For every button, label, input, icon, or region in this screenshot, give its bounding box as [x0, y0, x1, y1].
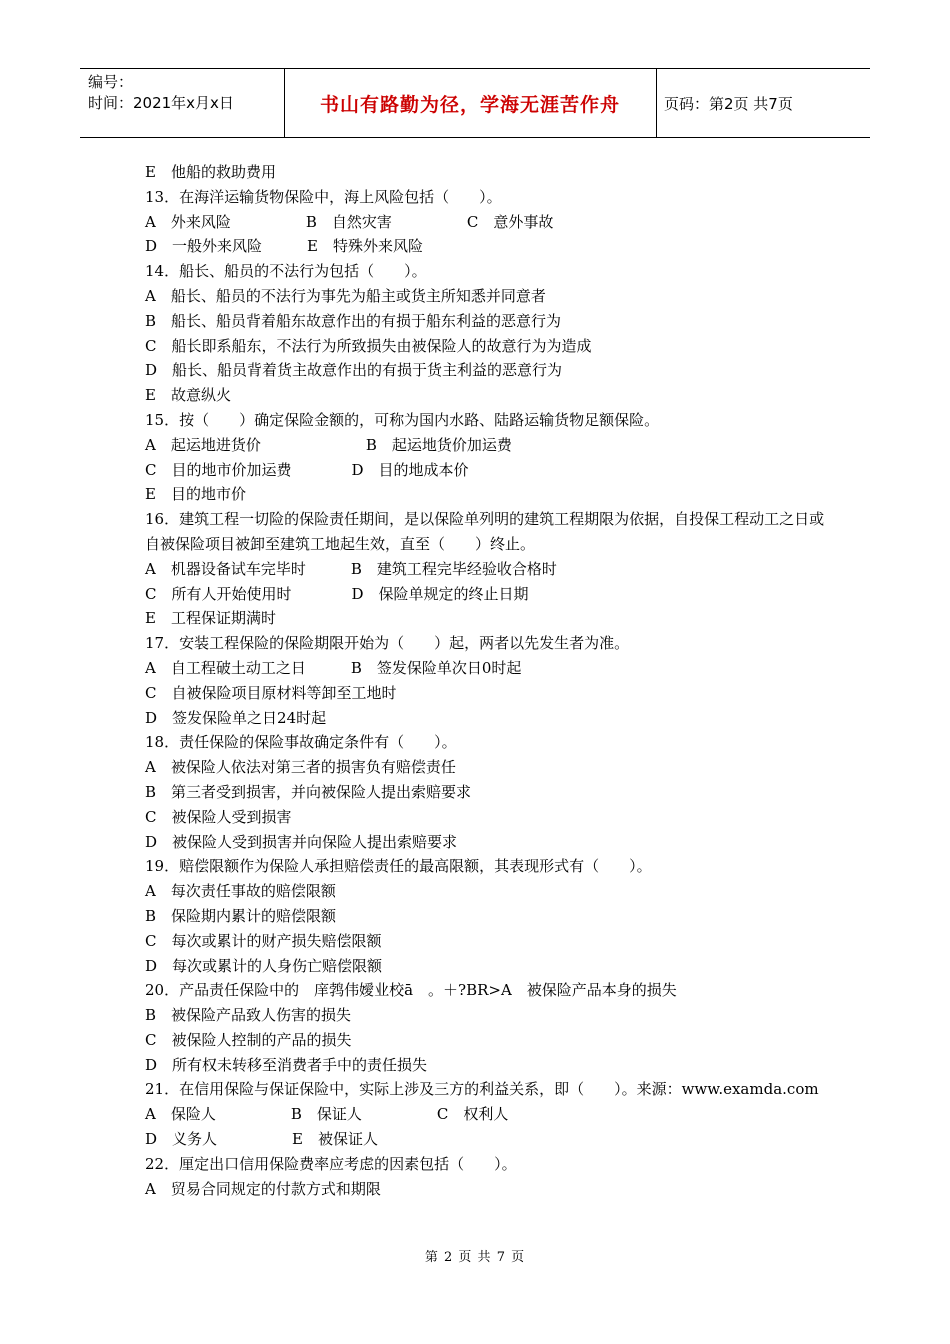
option-line: A 保险人 B 保证人 C 权利人: [145, 1105, 509, 1124]
option-line: B 被保险产品致人伤害的损失: [145, 1006, 352, 1025]
option-line: E 故意纵火: [145, 386, 231, 405]
option-line: C 被保险人受到损害: [145, 807, 292, 826]
header-page-number: 页码：第2页 共7页: [664, 94, 793, 113]
question-15: 15．按（ ）确定保险金额的，可称为国内水路、陆路运输货物足额保险。: [145, 410, 660, 429]
option-line: D 被保险人受到损害并向保险人提出索赔要求: [145, 832, 458, 851]
option-line: C 每次或累计的财产损失赔偿限额: [145, 931, 382, 950]
option-line: C 目的地市价加运费 D 目的地成本价: [145, 460, 469, 479]
date-label: 时间：2021年x月x日: [88, 94, 234, 112]
option-line: A 贸易合同规定的付款方式和期限: [145, 1179, 381, 1198]
document-body: [145, 160, 825, 1201]
question-22: 22．厘定出口信用保险费率应考虑的因素包括（ ）。: [145, 1154, 517, 1173]
question-13: 13．在海洋运输货物保险中，海上风险包括（ ）。: [145, 187, 502, 206]
question-20: 20．产品责任保险中的 庠鹁伟嬡业校ā 。＋?BR>A 被保险产品本身的损失: [145, 981, 677, 1000]
header-meta: [88, 72, 284, 114]
option-line: D 签发保险单之日24时起: [145, 708, 327, 727]
question-19: 19．赔偿限额作为保险人承担赔偿责任的最高限额，其表现形式有（ ）。: [145, 857, 652, 876]
question-14: 14．船长、船员的不法行为包括（ ）。: [145, 262, 427, 281]
text-line: E 他船的救助费用: [145, 163, 276, 181]
option-line: D 所有权未转移至消费者手中的责任损失: [145, 1055, 428, 1074]
option-line: A 船长、船员的不法行为事先为船主或货主所知悉并同意者: [145, 286, 546, 305]
header-divider-right: [656, 69, 657, 137]
header-motto: 书山有路勤为径，学海无涯苦作舟: [319, 93, 620, 116]
option-line: D 一般外来风险 E 特殊外来风险: [145, 237, 423, 256]
option-line: B 保险期内累计的赔偿限额: [145, 906, 337, 925]
serial-number-label: 编号：: [88, 73, 134, 91]
option-line: A 每次责任事故的赔偿限额: [145, 882, 336, 901]
option-line: C 自被保险项目原材料等卸至工地时: [145, 683, 397, 702]
option-line: A 外来风险 B 自然灾害 C 意外事故: [145, 212, 554, 231]
option-line: C 被保险人控制的产品的损失: [145, 1030, 352, 1049]
option-line: A 被保险人依法对第三者的损害负有赔偿责任: [145, 758, 456, 777]
option-line: C 所有人开始使用时 D 保险单规定的终止日期: [145, 584, 529, 603]
option-line: A 起运地进货价 B 起运地货价加运费: [145, 435, 512, 454]
page-footer: 第 2 页 共 7 页: [424, 1250, 526, 1265]
option-line: E 工程保证期满时: [145, 609, 276, 628]
option-line: A 自工程破土动工之日 B 签发保险单次日0时起: [145, 658, 522, 677]
page-header: [80, 68, 870, 138]
option-line: C 船长即系船东，不法行为所致损失由被保险人的故意行为为造成: [145, 336, 592, 355]
option-line: A 机器设备试车完毕时 B 建筑工程完毕经验收合格时: [145, 559, 557, 578]
question-21: 21．在信用保险与保证保险中，实际上涉及三方的利益关系，即（ ）。来源：www.examda.com: [145, 1080, 819, 1099]
question-17: 17．安装工程保险的保险期限开始为（ ）起，两者以先发生者为准。: [145, 634, 630, 653]
option-line: D 船长、船员背着货主故意作出的有损于货主利益的恶意行为: [145, 361, 563, 380]
option-line: D 每次或累计的人身伤亡赔偿限额: [145, 956, 383, 975]
option-line: B 第三者受到损害，并向被保险人提出索赔要求: [145, 782, 472, 801]
question-18: 18．责任保险的保险事故确定条件有（ ）。: [145, 733, 457, 752]
option-line: E 目的地市价: [145, 485, 246, 504]
option-line: B 船长、船员背着船东故意作出的有损于船东利益的恶意行为: [145, 311, 562, 330]
option-line: D 义务人 E 被保证人: [145, 1130, 378, 1149]
question-16: 16．建筑工程一切险的保险责任期间，是以保险单列明的建筑工程期限为依据，自投保工程动工之日或自被保险项目被卸至建筑工地起生效，直至（ ）终止。: [145, 510, 825, 553]
